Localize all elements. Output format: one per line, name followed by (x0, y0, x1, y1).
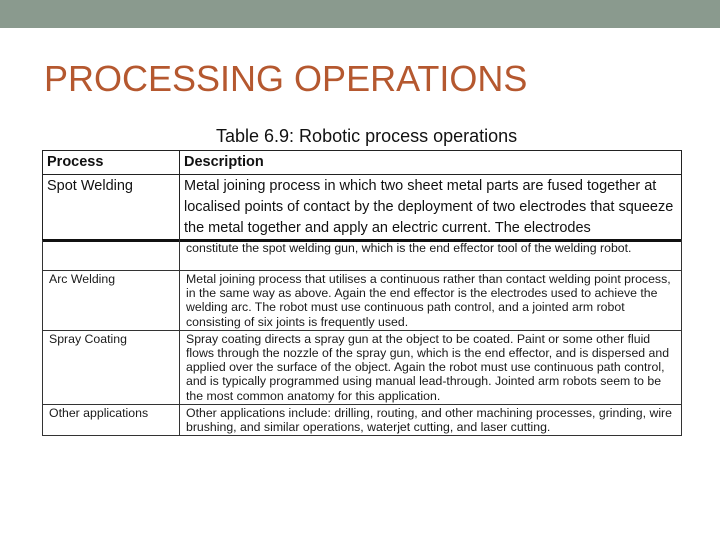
header-process: Process (43, 151, 180, 175)
table-header-row (43, 151, 682, 175)
process-cell: Arc Welding (43, 271, 180, 331)
description-cell (180, 175, 682, 242)
table-row (43, 271, 682, 331)
description-cell: Other applications include: drilling, routing, and other machining processes, grinding, wire brushing, and similar operations, waterjet cutting, and laser cutting. (180, 404, 682, 435)
table-row (43, 175, 682, 242)
slide-title: PROCESSING OPERATIONS (44, 58, 528, 99)
description-cell (180, 240, 682, 271)
process-table-bottom (42, 239, 682, 436)
table-row (43, 240, 682, 271)
process-cell: Other applications (43, 404, 180, 435)
process-table-top (42, 150, 682, 242)
process-cell: Spot Welding (43, 175, 180, 242)
description-cell: Spray coating directs a spray gun at the object to be coated. Paint or some other fluid flows through the nozzle of the spray gun, which is the end effector, and is dispersed and applied over the surface of the object. Again the robot must use continuous path control, and is typically programmed using manual lead-through. Jointed arm robots seem to be the most common anatomy for this application. (180, 330, 682, 404)
process-cell: Spray Coating (43, 330, 180, 404)
header-description: Description (180, 151, 682, 175)
description-text: Metal joining process in which two sheet metal parts are fused together at localised points of contact by the deployment of two electrodes that squeeze the metal together and apply an electric current. The electrodes (184, 178, 674, 236)
continuation-text: constitute the spot welding gun, which is the end effector tool of the welding robot. (186, 241, 632, 255)
table-row (43, 330, 682, 404)
description-cell: Metal joining process that utilises a continuous rather than contact welding point process, in the same way as above. Again the end effector is the electrodes used to achieve the welding arc. The robot must use continuous path control, and a jointed arm robot consisting of six joints is frequently used. (180, 271, 682, 331)
process-cell-empty (43, 240, 180, 271)
table-row (43, 404, 682, 435)
table-caption: Table 6.9: Robotic process operations (216, 126, 518, 146)
slide-top-bar (0, 0, 720, 28)
